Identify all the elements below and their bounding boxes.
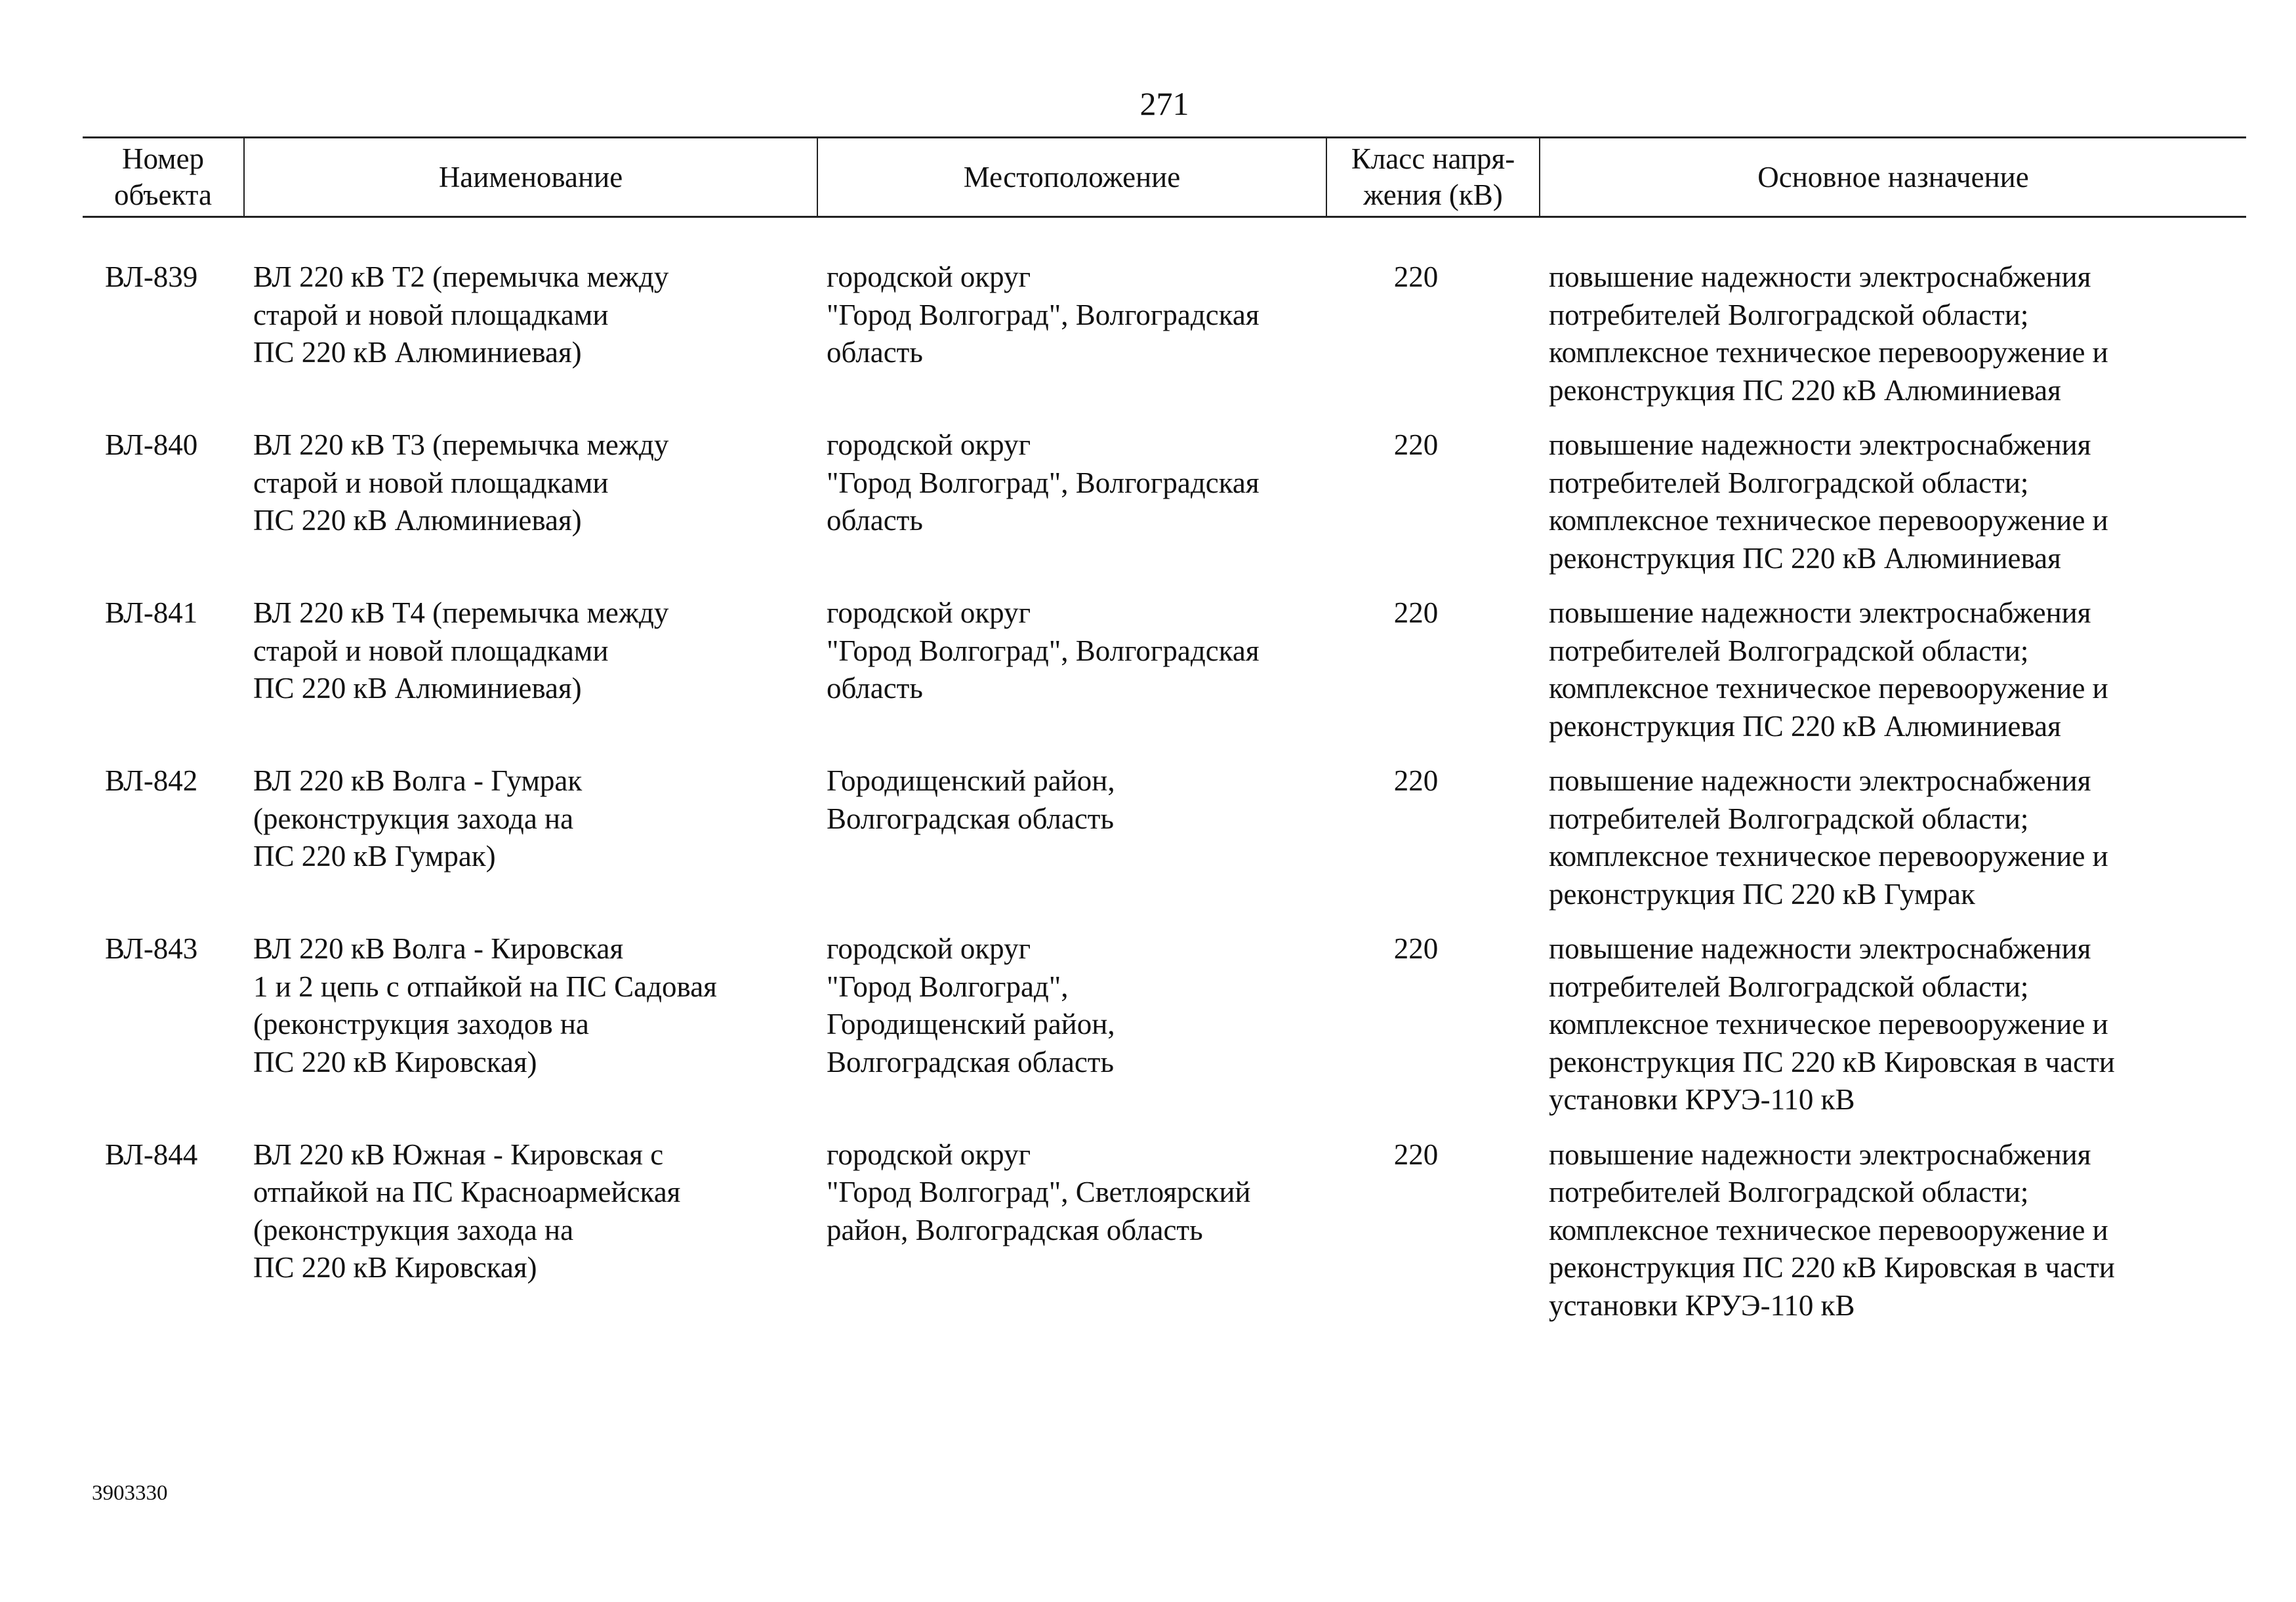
cell-object-number: ВЛ-844 xyxy=(105,1138,198,1171)
cell-purpose: повышение надежности электроснабжения потребителей Волгоградской области; комплексное техническое перевооружение и реконструкция ПС 220 кВ Алюминиевая xyxy=(1549,260,2108,407)
cell-voltage: 220 xyxy=(1393,596,1439,629)
cell-location: городской округ "Город Волгоград", Городищенский район, Волгоградская область xyxy=(827,932,1115,1078)
cell-object-number: ВЛ-843 xyxy=(105,932,198,965)
header-purpose: Основное назначение xyxy=(1540,138,2246,217)
cell-voltage: 220 xyxy=(1393,260,1439,293)
cell-object-number: ВЛ-839 xyxy=(105,260,198,293)
header-name: Наименование xyxy=(244,138,817,217)
page-number: 271 xyxy=(1139,85,1189,122)
cell-object-number: ВЛ-840 xyxy=(105,428,198,461)
cell-voltage: 220 xyxy=(1393,1138,1439,1171)
objects-table xyxy=(83,136,2246,1342)
table-body xyxy=(83,217,2246,1342)
cell-location: городской округ "Город Волгоград", Светлоярский район, Волгоградская область xyxy=(827,1138,1251,1246)
cell-purpose: повышение надежности электроснабжения потребителей Волгоградской области; комплексное техническое перевооружение и реконструкция ПС 220 кВ Гумрак xyxy=(1549,764,2108,911)
cell-name: ВЛ 220 кВ Волга - Гумрак (реконструкция захода на ПС 220 кВ Гумрак) xyxy=(253,764,583,873)
document-code: 3903330 xyxy=(92,1481,168,1505)
header-row xyxy=(83,138,2246,217)
cell-location: городской округ "Город Волгоград", Волгоградская область xyxy=(827,260,1260,369)
cell-voltage: 220 xyxy=(1393,764,1439,797)
table-header xyxy=(83,138,2246,217)
cell-location: городской округ "Город Волгоград", Волгоградская область xyxy=(827,428,1260,537)
cell-purpose: повышение надежности электроснабжения потребителей Волгоградской области; комплексное техническое перевооружение и реконструкция ПС 220 кВ Кировская в части установки КРУЭ-110 кВ xyxy=(1549,932,2115,1116)
cell-name: ВЛ 220 кВ Т4 (перемычка между старой и новой площадками ПС 220 кВ Алюминиевая) xyxy=(253,596,669,705)
cell-voltage: 220 xyxy=(1393,428,1439,461)
cell-name: ВЛ 220 кВ Т3 (перемычка между старой и новой площадками ПС 220 кВ Алюминиевая) xyxy=(253,428,669,537)
cell-voltage: 220 xyxy=(1393,932,1439,965)
cell-purpose: повышение надежности электроснабжения потребителей Волгоградской области; комплексное техническое перевооружение и реконструкция ПС 220 кВ Кировская в части установки КРУЭ-110 кВ xyxy=(1549,1138,2115,1322)
header-spacer xyxy=(83,217,2246,259)
table-row xyxy=(83,930,2246,1136)
table-row xyxy=(83,426,2246,594)
cell-location: городской округ "Город Волгоград", Волгоградская область xyxy=(827,596,1260,705)
cell-name: ВЛ 220 кВ Т2 (перемычка между старой и новой площадками ПС 220 кВ Алюминиевая) xyxy=(253,260,669,369)
cell-purpose: повышение надежности электроснабжения потребителей Волгоградской области; комплексное техническое перевооружение и реконструкция ПС 220 кВ Алюминиевая xyxy=(1549,596,2108,743)
cell-object-number: ВЛ-841 xyxy=(105,596,198,629)
cell-name: ВЛ 220 кВ Южная - Кировская с отпайкой на ПС Красноармейская (реконструкция захода на ПС 220 кВ Кировская) xyxy=(253,1138,681,1284)
cell-purpose: повышение надежности электроснабжения потребителей Волгоградской области; комплексное техническое перевооружение и реконструкция ПС 220 кВ Алюминиевая xyxy=(1549,428,2108,575)
table-row xyxy=(83,762,2246,930)
table-row xyxy=(83,594,2246,762)
cell-name: ВЛ 220 кВ Волга - Кировская 1 и 2 цепь с отпайкой на ПС Садовая (реконструкция заходов на ПС 220 кВ Кировская) xyxy=(253,932,717,1078)
header-location: Местоположение xyxy=(817,138,1326,217)
table-row xyxy=(83,1136,2246,1342)
header-voltage-class: Класс напря- жения (кВ) xyxy=(1326,138,1540,217)
cell-location: Городищенский район, Волгоградская область xyxy=(827,764,1115,835)
header-object-number: Номер объекта xyxy=(83,138,244,217)
table-row xyxy=(83,258,2246,426)
cell-object-number: ВЛ-842 xyxy=(105,764,198,797)
